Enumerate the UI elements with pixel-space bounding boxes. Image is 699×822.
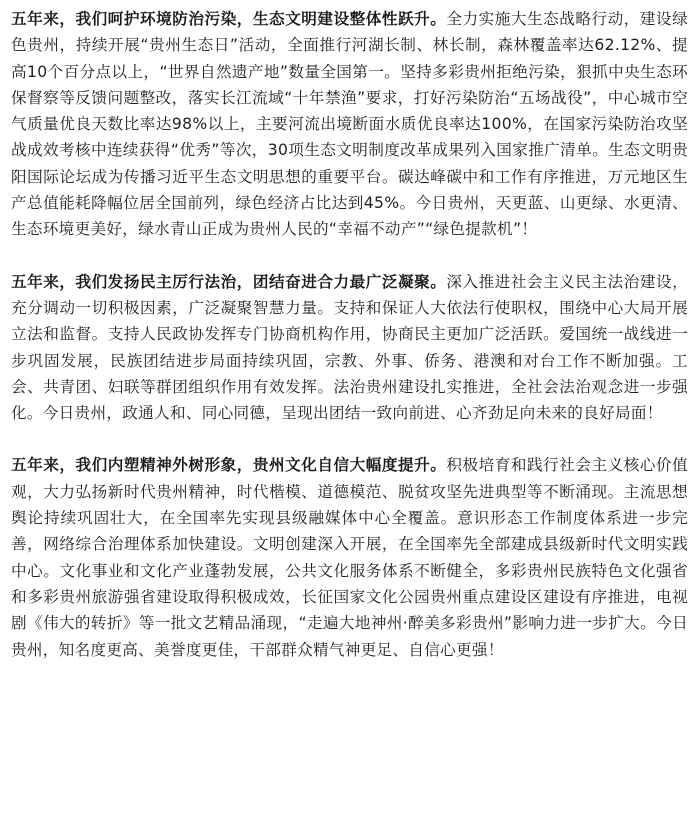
paragraph-ecology [11, 6, 688, 243]
paragraph-body: 全力实施大生态战略行动，建设绿色贵州，持续开展“贵州生态日”活动，全面推行河湖长制、林长制，森林覆盖率达62.12%、提高10个百分点以上，“世界自然遗产地”数量全国第一。坚持多彩贵州拒绝污染，狠抓中央生态环保督察等反馈问题整改，落实长江流域“十年禁渔”要求，打好污染防治“五场战役”，中心城市空气质量优良天数比率达98%以上，主要河流出境断面水质优良率达100%，在国家污染防治攻坚战成效考核中连续获得“优秀”等次，30项生态文明制度改革成果列入国家推广清单。生态文明贵阳国际论坛成为传播习近平生态文明思想的重要平台。碳达峰碳中和工作有序推进，万元地区生产总值能耗降幅位居全国前列，绿色经济占比达到45%。今日贵州，天更蓝、山更绿、水更清、生态环境更美好，绿水青山正成为贵州人民的“幸福不动产”“绿色提款机”！ [11, 10, 688, 239]
paragraph-lead: 五年来，我们呵护环境防治污染，生态文明建设整体性跃升。 [11, 10, 447, 28]
paragraph-body: 积极培育和践行社会主义核心价值观，大力弘扬新时代贵州精神，时代楷模、道德模范、脱贫攻坚先进典型等不断涌现。主流思想舆论持续巩固壮大，在全国率先实现县级融媒体中心全覆盖。意识形态工作制度体系进一步完善，网络综合治理体系加快建设。文明创建深入开展，在全国率先全部建成县级新时代文明实践中心。文化事业和文化产业蓬勃发展，公共文化服务体系不断健全，多彩贵州民族特色文化强省和多彩贵州旅游强省建设取得积极成效，长征国家文化公园贵州重点建设区建设有序推进，电视剧《伟大的转折》等一批文艺精品涌现，“走遍大地神州·醉美多彩贵州”影响力进一步扩大。今日贵州，知名度更高、美誉度更佳，干部群众精气神更足、自信心更强！ [11, 456, 688, 659]
paragraph-lead: 五年来，我们发扬民主厉行法治，团结奋进合力最广泛凝聚。 [11, 272, 447, 291]
paragraph-democracy-law [11, 269, 688, 427]
paragraph-culture [11, 452, 688, 662]
paragraph-lead: 五年来，我们内塑精神外树形象，贵州文化自信大幅度提升。 [11, 456, 447, 475]
paragraph-body: 深入推进社会主义民主法治建设，充分调动一切积极因素，广泛凝聚智慧力量。支持和保证人大依法行使职权，围绕中心大局开展立法和监督。支持人民政协发挥专门协商机构作用，协商民主更加广泛活跃。爱国统一战线进一步巩固发展，民族团结进步局面持续巩固，宗教、外事、侨务、港澳和对台工作不断加强。工会、共青团、妇联等群团组织作用有效发挥。法治贵州建设扎实推进，全社会法治观念进一步强化。今日贵州，政通人和、同心同德，呈现出团结一致向前进、心齐劲足向未来的良好局面！ [11, 272, 688, 423]
